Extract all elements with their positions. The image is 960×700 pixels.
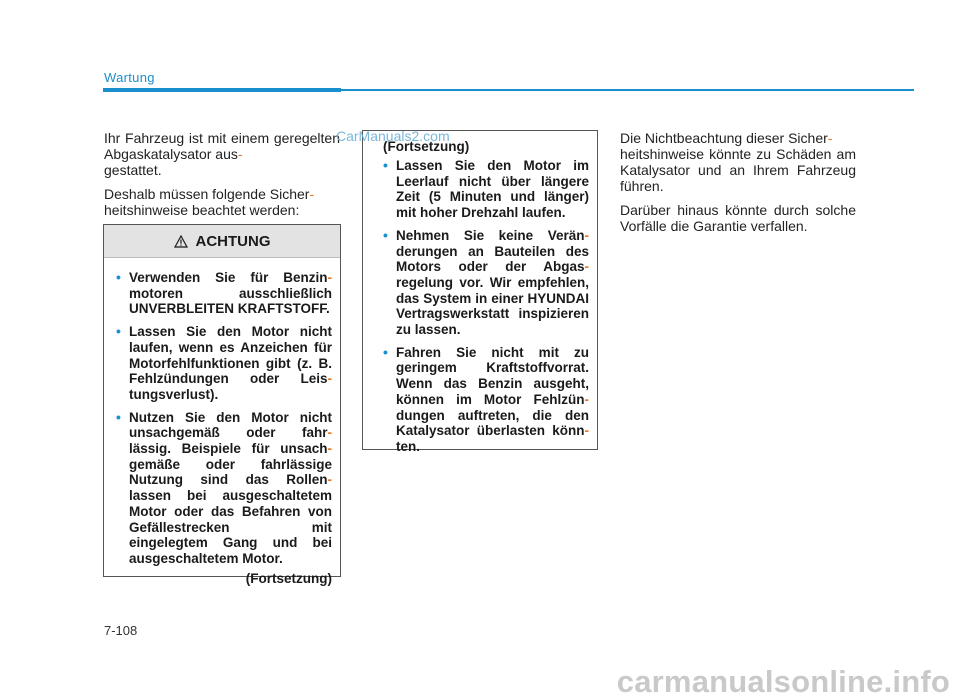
- warning-list: [116, 270, 332, 567]
- header-rule-thin: [341, 89, 914, 91]
- continued-item-modifications: • Nehmen Sie keine Verän- derungen an Bauteilen des Motors oder der Abgas- regelung vor. Wir empfehlen, das System in einer HYUNDAI Vertragswerkstatt inspizieren zu lassen.: [383, 226, 589, 338]
- warranty-paragraph: Darüber hinaus könnte durch solche Vorfälle die Garantie verfallen.: [620, 202, 856, 234]
- continued-warning-box: [362, 130, 598, 454]
- bullet-icon: •: [383, 343, 388, 360]
- left-column-text: [104, 130, 340, 226]
- watermark-text: CarManuals2.com: [336, 128, 450, 144]
- continued-heading: (Fortsetzung): [383, 139, 470, 154]
- warning-title: ACHTUNG: [195, 232, 271, 250]
- continuation-note: (Fortsetzung): [245, 570, 332, 586]
- continued-item-low-fuel: • Fahren Sie nicht mit zu geringem Kraftstoffvorrat. Wenn das Benzin ausgeht, können im Motor Fehlzün- dungen auftreten, die den Katalysator überlasten könn- ten.: [383, 343, 589, 454]
- bullet-icon: •: [116, 269, 121, 285]
- instruction-paragraph: Deshalb müssen folgende Sicher- heitshinweise beachtet werden:: [104, 186, 315, 218]
- warning-box: [103, 224, 341, 586]
- warning-box-header: [104, 225, 340, 258]
- warning-triangle-icon: [174, 235, 188, 248]
- continued-list: [383, 158, 589, 455]
- warning-item-improper-use: • Nutzen Sie den Motor nicht unsachgemäß oder fahr- lässig. Beispiele für unsach- gemäße oder fahrlässige Nutzung sind das Rollen- lassen bei ausgeschaltetem Motor oder das Befahren von Gefällestrecken mit eingelegtem Gang und bei ausgeschaltetem Motor.: [116, 408, 332, 566]
- footer-watermark: carmanualsonline.info: [616, 664, 950, 699]
- section-title: Wartung: [104, 70, 155, 85]
- bullet-icon: •: [116, 323, 121, 340]
- intro-paragraph: Ihr Fahrzeug ist mit einem geregelten Abgaskatalysator aus- gestattet.: [104, 130, 340, 178]
- bullet-icon: •: [383, 157, 388, 173]
- right-column-text: [620, 130, 856, 242]
- header-rule-thick: [103, 88, 341, 92]
- bullet-icon: •: [383, 226, 388, 243]
- continued-item-idle: • Lassen Sie den Motor im Leerlauf nicht über längere Zeit (5 Minuten und länger) mit hoher Drehzahl laufen.: [383, 157, 589, 221]
- warning-item-unleaded-fuel: • Verwenden Sie für Benzin- motoren ausschließlich UNVERBLEITEN KRAFTSTOFF.: [116, 269, 332, 317]
- bullet-icon: •: [116, 408, 121, 425]
- consequence-paragraph: Die Nichtbeachtung dieser Sicher- heitshinweise könnte zu Schäden am Katalysator und an Ihrem Fahrzeug führen.: [620, 130, 856, 194]
- page-number: 7-108: [104, 623, 138, 638]
- warning-item-malfunction: • Lassen Sie den Motor nicht laufen, wenn es Anzeichen für Motorfehlfunktionen gibt (z. B. Fehlzündungen oder Leis- tungsverlust).: [116, 323, 332, 402]
